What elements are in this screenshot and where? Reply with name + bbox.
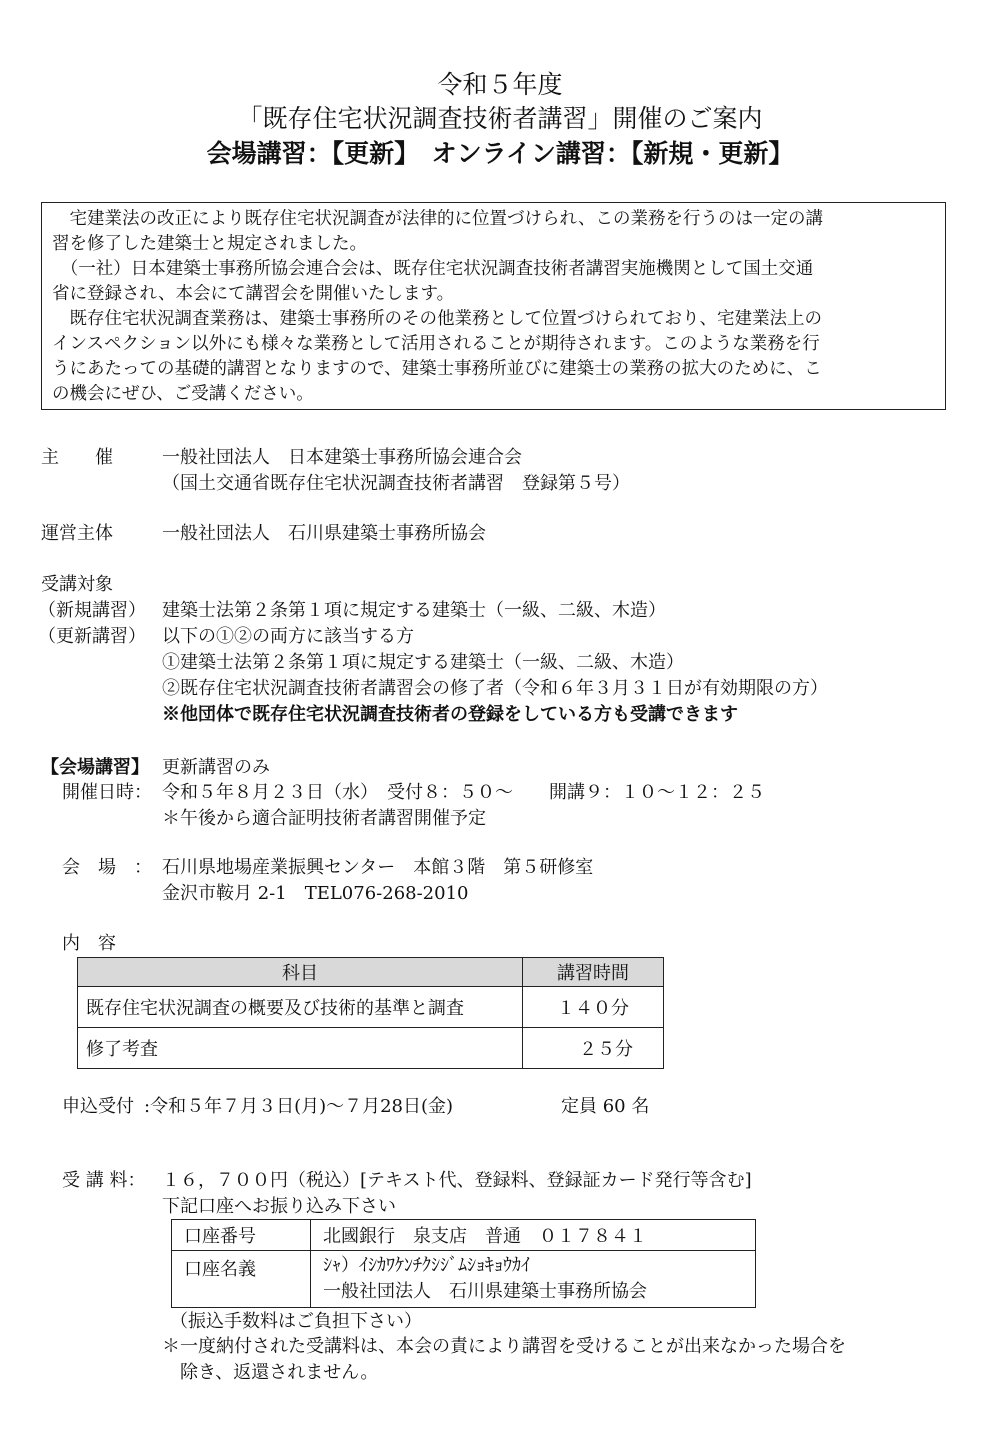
header-subject: 科目 xyxy=(78,958,523,987)
date-note: ＊午後から適合証明技術者講習開催予定 xyxy=(162,808,486,829)
intro-line: 省に登録され、本会にて講習会を開催いたします。 xyxy=(52,284,455,304)
refund-line-2: 除き、返還されません。 xyxy=(180,1362,379,1383)
operator-value: 一般社団法人 石川県建築士事務所協会 xyxy=(162,523,486,544)
fee-value: １６，７００円（税込）[テキスト代、登録料、登録証カード発行等含む] xyxy=(162,1170,752,1191)
eligibility-new-value: 建築士法第２条第１項に規定する建築士（一級、二級、木造） xyxy=(162,600,666,621)
venue-address: 金沢市鞍月 2-1 TEL076-268-2010 xyxy=(162,883,469,904)
application-label: 申込受付 xyxy=(62,1096,134,1117)
course-table xyxy=(77,957,664,1069)
fee-note: （振込手数料はご負担下さい） xyxy=(170,1311,422,1332)
intro-line: インスペクション以外にも様々な業務として活用されることが期待されます。このような業務を行 xyxy=(52,334,820,354)
venue-label: 会 場 ： xyxy=(62,857,152,878)
eligibility-renew-label: （更新講習） xyxy=(38,626,146,647)
table-row xyxy=(172,1220,756,1251)
subject-cell: 既存住宅状況調査の概要及び技術的基準と調査 xyxy=(78,987,523,1028)
contents-label: 内 容 xyxy=(62,933,116,954)
table-row xyxy=(78,987,664,1028)
organizer-label: 主 催 xyxy=(41,447,113,468)
intro-line: （一社）日本建築士事務所協会連合会は、既存住宅状況調査技術者講習実施機関として国土交通 xyxy=(52,259,814,279)
operator-label: 運営主体 xyxy=(41,523,113,544)
organizer-note: （国土交通省既存住宅状況調査技術者講習 登録第５号） xyxy=(162,473,630,494)
eligibility-condition-2: ②既存住宅状況調査技術者講習会の修了者（令和６年３月３１日が有効期限の方） xyxy=(162,678,828,699)
account-name-kana: ｼｬ）ｲｼｶﾜｹﾝﾁｸｼｼﾞﾑｼｮｷｮｳｶｲ xyxy=(323,1255,530,1276)
intro-box xyxy=(41,202,946,410)
eligibility-new-label: （新規講習） xyxy=(38,600,146,621)
bank-account-table xyxy=(171,1219,756,1308)
account-number-label: 口座番号 xyxy=(172,1220,311,1251)
eligibility-label: 受講対象 xyxy=(41,574,113,595)
venue-course-heading: 【会場講習】 xyxy=(41,757,149,778)
application-capacity: 定員 60 名 xyxy=(561,1096,650,1117)
subject-cell: 修了考査 xyxy=(78,1028,523,1069)
intro-line: 既存住宅状況調査業務は、建築士事務所のその他業務として位置づけられており、宅建業法上の xyxy=(52,309,822,329)
table-row xyxy=(78,1028,664,1069)
fee-label: 受 講 料： xyxy=(62,1170,146,1191)
account-name-value: 一般社団法人 石川県建築士事務所協会 xyxy=(323,1281,647,1302)
header-hours: 講習時間 xyxy=(523,958,664,987)
hours-cell: ２５分 xyxy=(523,1028,664,1069)
date-value: 令和５年８月２３日（水） 受付８：５０～ 開講９：１０～１２：２５ xyxy=(162,782,765,803)
organizer-value: 一般社団法人 日本建築士事務所協会連合会 xyxy=(162,447,522,468)
account-name-label: 口座名義 xyxy=(172,1251,311,1308)
intro-line: の機会にぜひ、ご受講ください。 xyxy=(52,384,314,404)
eligibility-note: ※他団体で既存住宅状況調査技術者の登録をしている方も受講できます xyxy=(162,704,738,725)
eligibility-renew-value: 以下の①②の両方に該当する方 xyxy=(162,626,414,647)
table-header-row xyxy=(78,958,664,987)
account-number-value: 北國銀行 泉支店 普通 ０１７８４１ xyxy=(311,1220,756,1251)
table-row xyxy=(172,1251,756,1308)
date-label: 開催日時： xyxy=(62,782,152,803)
application-value: :令和５年７月３日(月)～７月28日(金) xyxy=(144,1096,454,1117)
transfer-note: 下記口座へお振り込み下さい xyxy=(162,1196,396,1217)
title-line-1: 令和５年度 xyxy=(437,70,563,99)
hours-cell: １４０分 xyxy=(523,987,664,1028)
refund-line-1: ＊一度納付された受講料は、本会の責により講習を受けることが出来なかった場合を xyxy=(162,1336,846,1357)
venue-value: 石川県地場産業振興センター 本館３階 第５研修室 xyxy=(162,857,594,878)
account-name-cell xyxy=(311,1251,756,1308)
venue-course-subheading: 更新講習のみ xyxy=(162,757,270,778)
intro-line: 習を修了した建築士と規定されました。 xyxy=(52,234,367,254)
title-line-3: 会場講習：【更新】 オンライン講習：【新規・更新】 xyxy=(206,139,794,168)
eligibility-condition-1: ①建築士法第２条第１項に規定する建築士（一級、二級、木造） xyxy=(162,652,684,673)
intro-line: 宅建業法の改正により既存住宅状況調査が法律的に位置づけられ、この業務を行うのは一定の講 xyxy=(52,209,824,229)
title-line-2: 「既存住宅状況調査技術者講習」開催のご案内 xyxy=(237,104,763,133)
intro-line: うにあたっての基礎的講習となりますので、建築士事務所並びに建築士の業務の拡大のために、こ xyxy=(52,359,822,379)
